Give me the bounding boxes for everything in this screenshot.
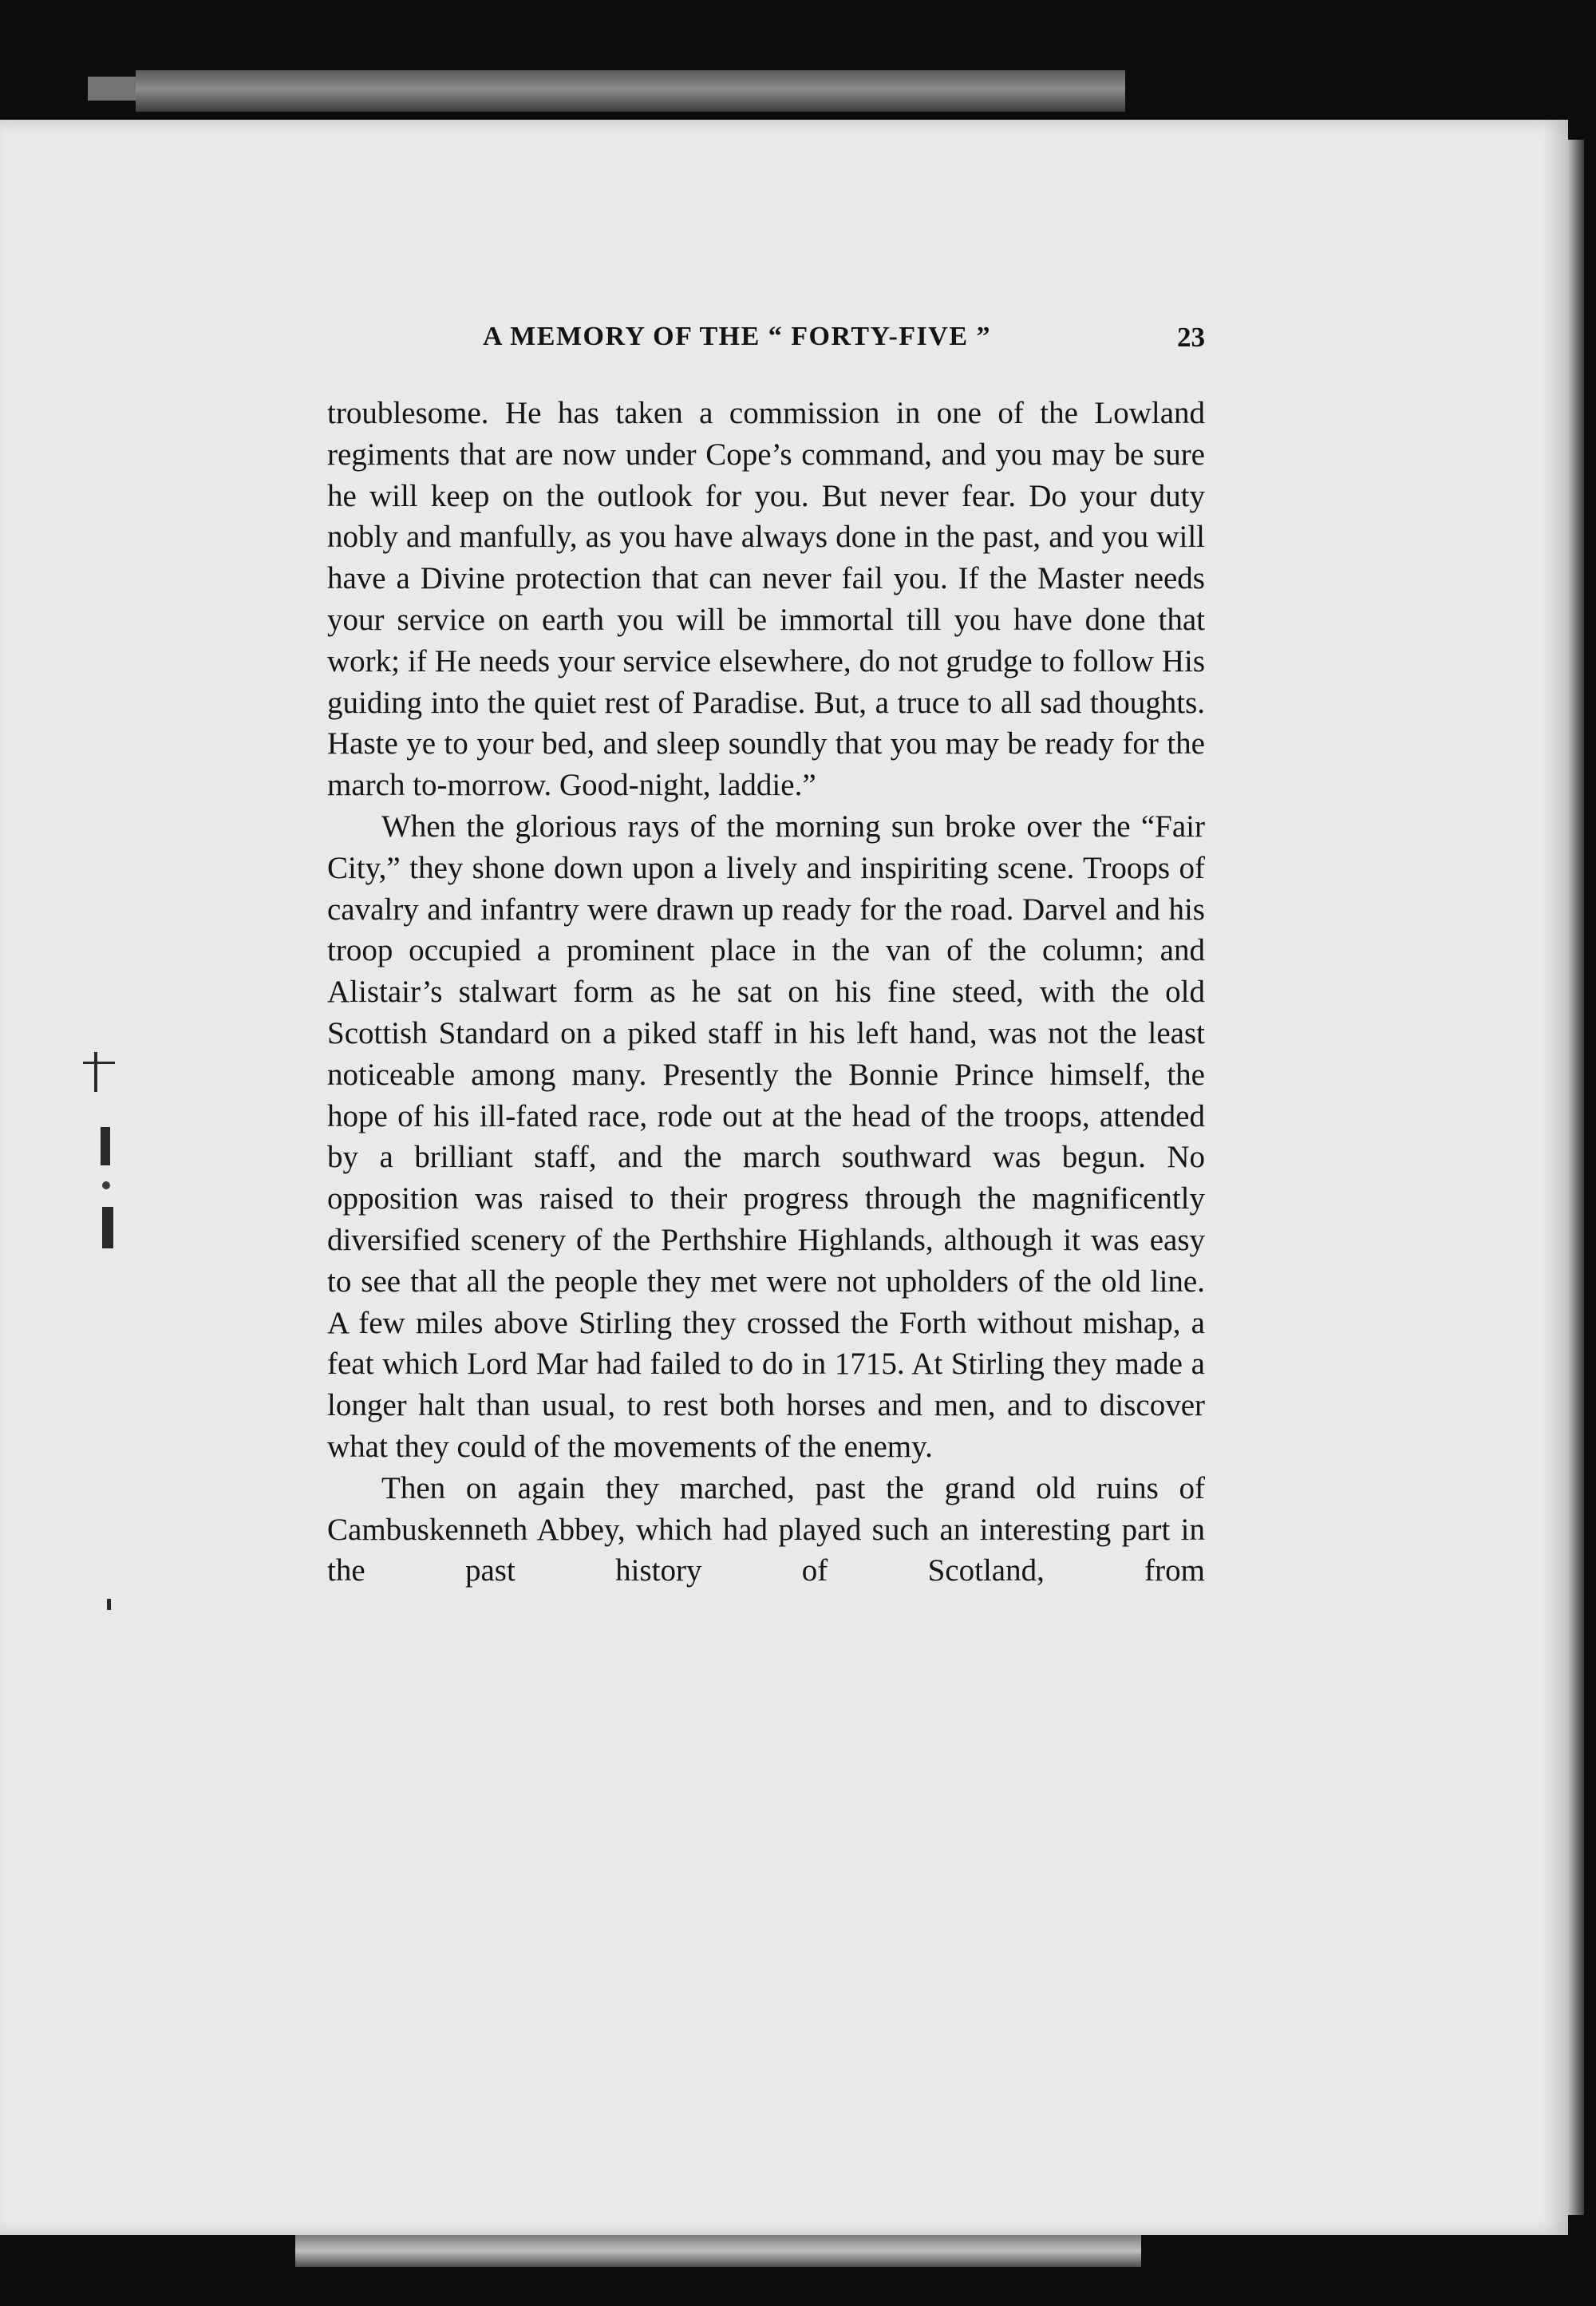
margin-mark-lower: [102, 1207, 113, 1248]
body-text: [327, 393, 1205, 1592]
scan-bottom-strip: [295, 2235, 1141, 2267]
scan-top-strip: [136, 70, 1125, 112]
paragraph-continued: troublesome. He has taken a commission in one of the Lowland regiments that are now under Cope’s command, and you may be sure he will keep on the outlook for you. But never fear. Do your duty nobly and manfully, as you have always done in the past, and you will have a Divine protection that can never fail you. If the Master needs your service on earth you will be immortal till you have done that work; if He needs your service elsewhere, do not grudge to follow His guiding into the quiet rest of Paradise. But, a truce to all sad thoughts. Haste ye to your bed, and sleep soundly that you may be ready for the march to-morrow. Good-night, laddie.”: [327, 396, 1205, 803]
margin-mark-hook: [101, 1127, 110, 1165]
page-header: [327, 322, 1205, 362]
margin-mark-small: [107, 1599, 111, 1610]
paragraph-morning-march: When the glorious rays of the morning sun broke over the “Fair City,” they shone down upon a lively and inspiriting scene. Troops of cavalry and infantry were drawn up ready for the road. Darvel and his troop occupied a prominent place in the van of the column; and Alistair’s stalwart form as he sat on his fine steed, with the old Scottish Standard on a piked staff in his left hand, was not the least noticeable among many. Presently the Bonnie Prince himself, the hope of his ill-fated race, rode out at the head of the troops, attended by a brilliant staff, and the march southward was begun. No opposition was raised to their progress through the magnificently diversified scenery of the Perthshire Highlands, although it was easy to see that all the people they met were not upholders of the old line. A few miles above Stirling they crossed the Forth without mishap, a feat which Lord Mar had failed to do in 1715. At Stirling they made a longer halt than usual, to rest both horses and men, and to discover what they could of the movements of the enemy.: [327, 809, 1205, 1464]
margin-mark-upper-bar: [83, 1062, 115, 1064]
page-right-edge: [1568, 140, 1584, 2215]
margin-mark-dot: [102, 1181, 110, 1189]
running-title: A MEMORY OF THE “ FORTY-FIVE ”: [483, 322, 992, 351]
page-number: 23: [1177, 322, 1205, 353]
margin-mark-upper: [94, 1052, 97, 1092]
paragraph-cambuskenneth: Then on again they marched, past the grand old ruins of Cambuskenneth Abbey, which had played such an interesting part in the past history of Scotland, from: [327, 1470, 1205, 1588]
